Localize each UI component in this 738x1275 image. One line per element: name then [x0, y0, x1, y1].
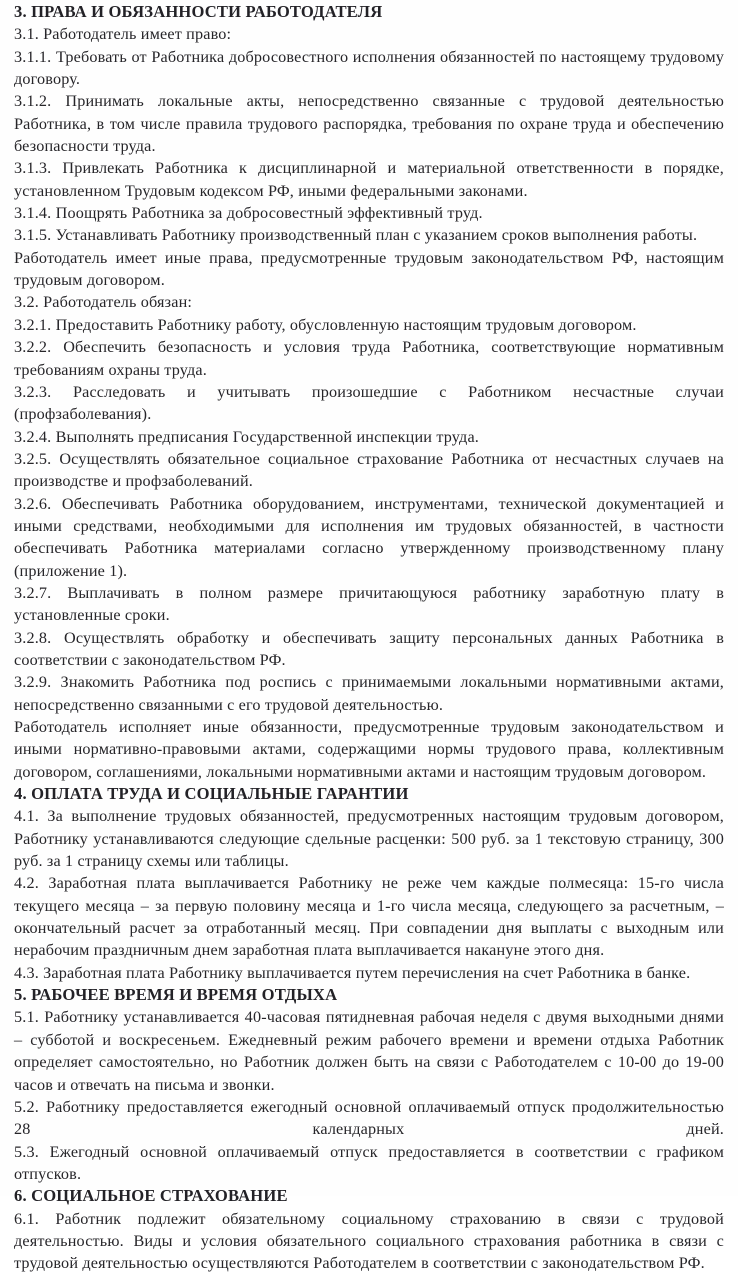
clause-4-1: 4.1. За выполнение трудовых обязанностей, предусмотренных настоящим трудовым договором, Работнику устанавливаются следующие сдельные расценки: 500 руб. за 1 текстовую страницу, 300 руб. за 1 страницу схемы или таблицы.	[14, 807, 724, 871]
clause-5-3: 5.3. Ежегодный основной оплачиваемый отпуск предоставляется в соответствии с графиком отпусков.	[14, 1142, 724, 1183]
clause-3-1-closing: Работодатель имеет иные права, предусмотренные трудовым законодательством РФ, настоящим трудовым договором.	[14, 248, 724, 290]
clause-3-2-8: 3.2.8. Осуществлять обработку и обеспечивать защиту персональных данных Работника в соответствии с законодательством РФ.	[14, 628, 724, 669]
clause-3-1-1: 3.1.1. Требовать от Работника добросовестного исполнения обязанностей по настоящему трудовому договору.	[14, 47, 724, 89]
clause-5-2: 5.2. Работнику предоставляется ежегодный основной оплачиваемый отпуск продолжительностью 28 календарных дней.	[14, 1097, 724, 1139]
clause-3-2-4: 3.2.4. Выполнять предписания Государственной инспекции труда.	[14, 427, 479, 446]
clause-3-1-3: 3.1.3. Привлекать Работника к дисциплинарной и материальной ответственности в порядке, установленном Трудовым кодексом РФ, иными федеральными законами.	[14, 159, 724, 200]
clause-3-2: 3.2. Работодатель обязан:	[14, 293, 193, 312]
clause-3-2-7: 3.2.7. Выплачивать в полном размере причитающуюся работнику заработную плату в установленные сроки.	[14, 583, 724, 625]
clause-3-2-closing: Работодатель исполняет иные обязанности, предусмотренные трудовым законодательством и иными нормативно-правовыми актами, содержащими нормы трудового права, коллективным договором, соглашениями, локальными нормативными актами и настоящим трудовым договором.	[14, 718, 724, 781]
clause-3-2-3: 3.2.3. Расследовать и учитывать произошедшие с Работником несчастные случаи (профзаболевания).	[14, 382, 724, 424]
clause-3-2-2: 3.2.2. Обеспечить безопасность и условия труда Работника, соответствующие нормативным требованиям охраны труда.	[14, 338, 724, 379]
clause-3-2-6: 3.2.6. Обеспечивать Работника оборудованием, инструментами, технической документацией и иными средствами, необходимыми для исполнения им трудовых обязанностей, в частности обеспечивать Работника материалами согласно утвержденному производственному плану (приложение 1).	[14, 494, 724, 580]
clause-3-2-5: 3.2.5. Осуществлять обязательное социальное страхование Работника от несчастных случаев на производстве и профзаболеваний.	[14, 449, 724, 491]
section-heading-social-insurance: 6. СОЦИАЛЬНОЕ СТРАХОВАНИЕ	[14, 1186, 288, 1206]
clause-3-1-5: 3.1.5. Устанавливать Работнику производственный план с указанием сроков выполнения работы.	[14, 226, 698, 245]
clause-6-1: 6.1. Работник подлежит обязательному социальному страхованию в связи с трудовой деятельностью. Виды и условия обязательного социального страхования работника в связи с трудовой деятельностью осуществляются Работодателем в соответствии с законодательством РФ.	[14, 1209, 724, 1273]
section-heading-employer-rights: 3. ПРАВА И ОБЯЗАННОСТИ РАБОТОДАТЕЛЯ	[14, 2, 383, 21]
clause-4-2: 4.2. Заработная плата выплачивается Работнику не реже чем каждые полмесяца: 15-го числа текущего месяца – за первую половину месяца и 1-го числа месяца, следующего за расчетным, – окончательный расчет за отработанный месяц. При совпадении дня выплаты с выходным или нерабочим праздничным днем заработная плата выплачивается накануне этого дня.	[14, 874, 724, 960]
document-text-body	[14, 1, 724, 1275]
clause-3-2-1: 3.2.1. Предоставить Работнику работу, обусловленную настоящим трудовым договором.	[14, 315, 637, 334]
section-heading-pay-and-guarantees: 4. ОПЛАТА ТРУДА И СОЦИАЛЬНЫЕ ГАРАНТИИ	[14, 784, 409, 804]
clause-3-2-9: 3.2.9. Знакомить Работника под роспись с принимаемыми локальными нормативными актами, непосредственно связанными с его трудовой деятельностью.	[14, 673, 724, 714]
clause-5-1: 5.1. Работнику устанавливается 40-часовая пятидневная рабочая неделя с двумя выходными днями – субботой и воскресеньем. Ежедневный режим рабочего времени и времени отдыха Работник определяет самостоятельно, но Работник должен быть на связи с Работодателем с 10-00 до 19-00 часов и отвечать на письма и звонки.	[14, 1008, 724, 1094]
clause-3-1-4: 3.1.4. Поощрять Работника за добросовестный эффективный труд.	[14, 204, 483, 223]
clause-3-1-2: 3.1.2. Принимать локальные акты, непосредственно связанные с трудовой деятельностью Работника, в том числе правила трудового распорядка, требования по охране труда и обеспечению безопасности труда.	[14, 92, 724, 156]
clause-4-3: 4.3. Заработная плата Работнику выплачивается путем перечисления на счет Работника в банке.	[14, 963, 691, 982]
clause-3-1: 3.1. Работодатель имеет право:	[14, 25, 232, 44]
section-heading-working-time: 5. РАБОЧЕЕ ВРЕМЯ И ВРЕМЯ ОТДЫХА	[14, 985, 338, 1005]
